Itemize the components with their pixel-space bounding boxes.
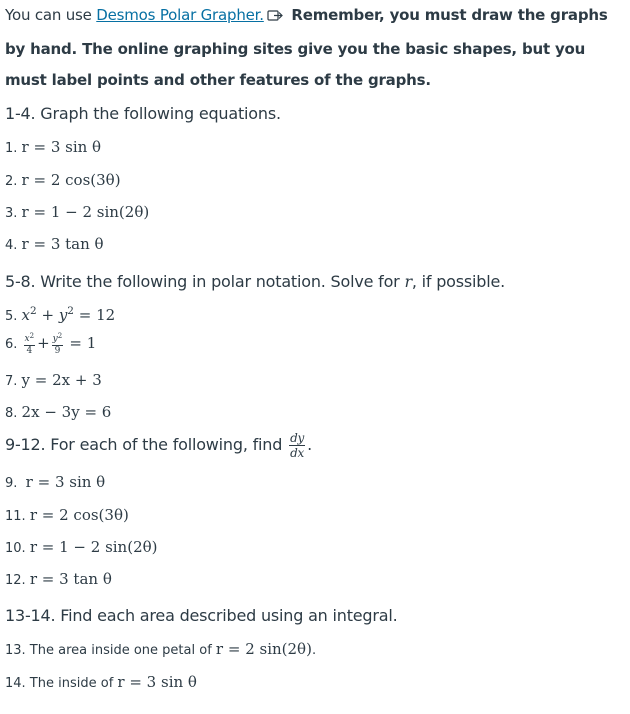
fraction-dy-dx: $\frac{dy}{dx}$ [290, 431, 305, 460]
section-heading-polar: 5-8. Write the following in polar notation. Solve for r, if possible. [5, 272, 506, 291]
section-heading-graph: 1-4. Graph the following equations. [5, 104, 281, 123]
problem-4: 4. r = 3 tan θ [5, 235, 104, 253]
section-heading-derivative: 9-12. For each of the following, find $\frac{dy}{dx}$ . [5, 431, 313, 460]
problem-6: 6. $\frac{x^2}{4}$ + $\frac{y^2}{9}$ = 1 [5, 332, 97, 356]
problem-1: 1. r = 3 sin θ [5, 138, 102, 156]
problem-13: 13. The area inside one petal of r = 2 sin(2θ). [5, 640, 317, 658]
problem-8: 8. 2x − 3y = 6 [5, 403, 112, 421]
problem-14: 14. The inside of r = 3 sin θ [5, 673, 197, 691]
problem-5: 5. $x^2 + y^2 = 12$ [5, 305, 116, 324]
external-link-icon [267, 2, 284, 34]
problem-11: 11. r = 2 cos(3θ) [5, 506, 129, 524]
section-heading-area: 13-14. Find each area described using an integral. [5, 606, 398, 625]
problem-10: 10. r = 1 − 2 sin(2θ) [5, 538, 158, 556]
problem-7: 7. y = 2x + 3 [5, 371, 102, 389]
intro-instructions: Remember, you must draw the graphs by hand. The online graphing sites give you the basic shapes, but you must label points and other features of the graphs. [5, 6, 608, 89]
intro-paragraph [5, 0, 627, 97]
fraction-x-over-4: $\frac{x^2}{4}$ [24, 332, 35, 356]
fraction-y-over-9: $\frac{y^2}{9}$ [52, 332, 63, 356]
problem-3: 3. r = 1 − 2 sin(2θ) [5, 203, 150, 221]
problem-2: 2. r = 2 cos(3θ) [5, 171, 121, 189]
desmos-link[interactable]: Desmos Polar Grapher. [96, 6, 264, 24]
intro-prefix: You can use [5, 6, 92, 24]
problem-9: 9. r = 3 sin θ [5, 473, 106, 491]
problem-12: 12. r = 3 tan θ [5, 570, 112, 588]
